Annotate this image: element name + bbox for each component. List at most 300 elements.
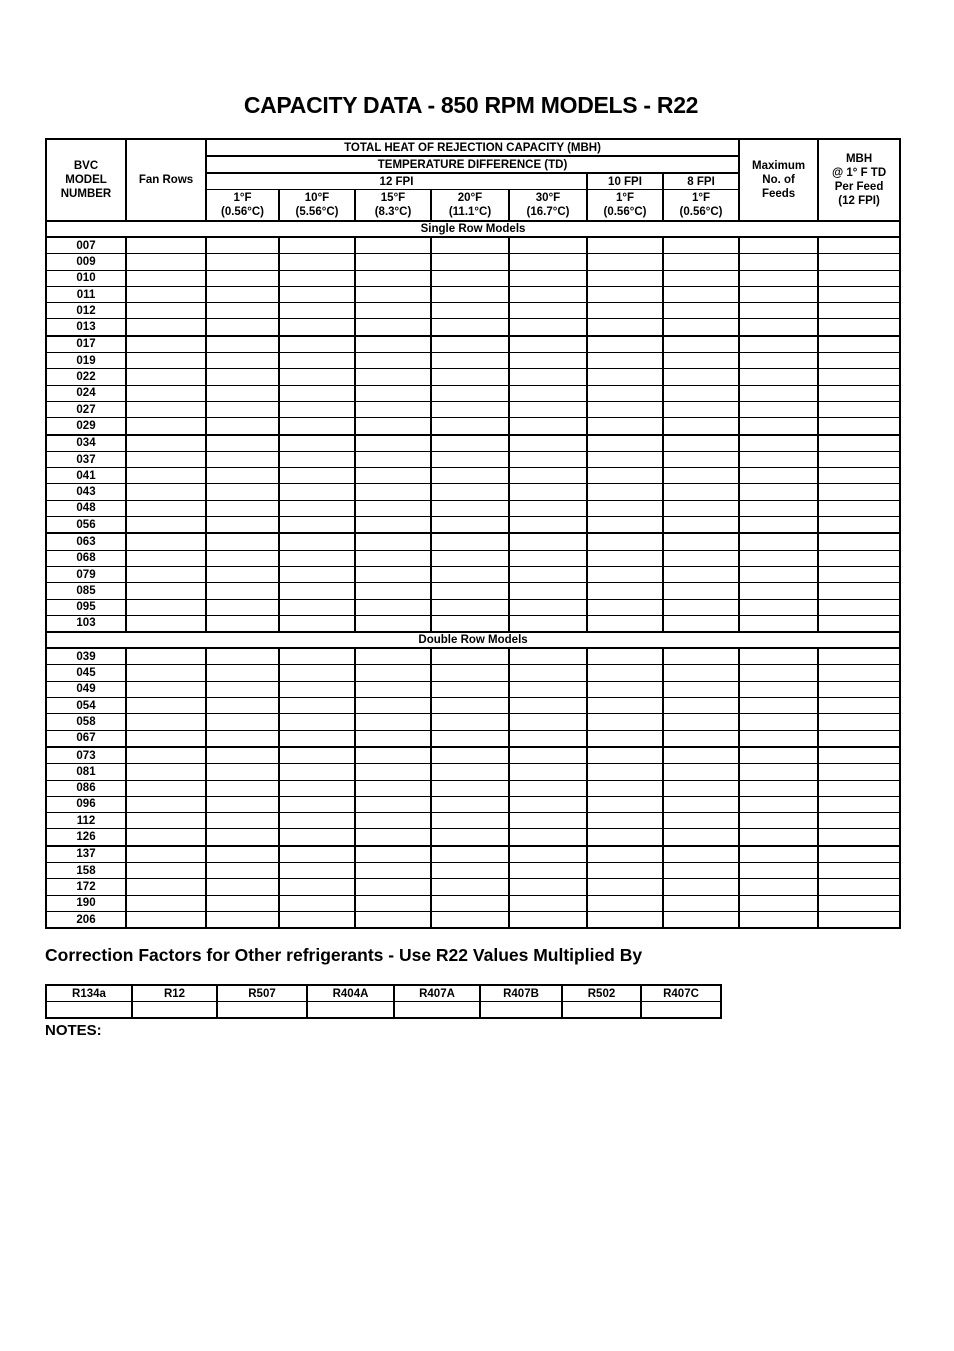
temp-header-5	[587, 190, 663, 222]
empty-cell	[663, 254, 739, 270]
notes-label: NOTES:	[45, 1022, 102, 1039]
empty-cell	[818, 500, 900, 516]
empty-cell	[818, 846, 900, 863]
empty-cell	[663, 401, 739, 417]
empty-cell	[818, 533, 900, 550]
empty-cell	[587, 796, 663, 812]
empty-cell	[431, 846, 509, 863]
empty-cell	[509, 730, 587, 747]
table-row	[46, 286, 900, 302]
empty-cell	[818, 829, 900, 846]
empty-cell	[739, 780, 818, 796]
empty-cell	[206, 846, 279, 863]
empty-cell	[509, 648, 587, 665]
empty-cell	[355, 237, 431, 254]
empty-cell	[279, 879, 355, 895]
empty-cell	[431, 237, 509, 254]
model-number: 103	[46, 615, 126, 632]
empty-cell	[587, 698, 663, 714]
empty-cell	[663, 353, 739, 369]
empty-cell	[279, 681, 355, 697]
empty-cell	[206, 254, 279, 270]
empty-cell	[206, 336, 279, 353]
empty-cell	[739, 714, 818, 730]
empty-cell	[509, 270, 587, 286]
empty-cell	[818, 401, 900, 417]
table-row	[46, 879, 900, 895]
empty-cell	[126, 484, 206, 500]
empty-cell	[206, 418, 279, 435]
empty-cell	[355, 517, 431, 534]
temp-c: (11.1°C)	[448, 206, 492, 218]
empty-cell	[279, 500, 355, 516]
empty-cell	[206, 353, 279, 369]
fpi8-header: 8 FPI	[663, 173, 739, 190]
model-number: 137	[46, 846, 126, 863]
empty-cell	[818, 385, 900, 401]
table-row	[46, 237, 900, 254]
empty-cell	[587, 714, 663, 730]
empty-cell	[126, 435, 206, 452]
empty-cell	[587, 451, 663, 467]
empty-cell	[587, 747, 663, 764]
empty-cell	[663, 319, 739, 336]
empty-cell	[739, 517, 818, 534]
empty-cell	[126, 353, 206, 369]
model-number: 073	[46, 747, 126, 764]
refrigerant-factor	[562, 1002, 641, 1019]
empty-cell	[587, 879, 663, 895]
empty-cell	[663, 550, 739, 566]
empty-cell	[279, 533, 355, 550]
empty-cell	[206, 385, 279, 401]
empty-cell	[126, 862, 206, 878]
empty-cell	[663, 730, 739, 747]
empty-cell	[509, 895, 587, 911]
empty-cell	[126, 681, 206, 697]
empty-cell	[126, 336, 206, 353]
empty-cell	[587, 468, 663, 484]
empty-cell	[509, 468, 587, 484]
model-number: 048	[46, 500, 126, 516]
empty-cell	[663, 698, 739, 714]
model-number: 085	[46, 583, 126, 599]
empty-cell	[587, 566, 663, 582]
mbh-line-2: @ 1° F TD	[831, 167, 887, 179]
model-number: 045	[46, 665, 126, 681]
empty-cell	[355, 747, 431, 764]
table-row	[46, 681, 900, 697]
empty-cell	[818, 796, 900, 812]
temp-c: (5.56°C)	[295, 206, 339, 218]
empty-cell	[739, 911, 818, 928]
model-number: 039	[46, 648, 126, 665]
empty-cell	[818, 714, 900, 730]
empty-cell	[355, 780, 431, 796]
empty-cell	[818, 369, 900, 385]
empty-cell	[431, 681, 509, 697]
temp-c: (0.56°C)	[679, 206, 723, 218]
refrigerant-factor	[394, 1002, 480, 1019]
refrigerant-header: R407B	[480, 985, 562, 1002]
empty-cell	[126, 270, 206, 286]
table-row	[46, 500, 900, 516]
empty-cell	[587, 599, 663, 615]
empty-cell	[126, 813, 206, 829]
empty-cell	[509, 862, 587, 878]
fpi12-header: 12 FPI	[206, 173, 587, 190]
empty-cell	[818, 517, 900, 534]
refrigerant-factor	[217, 1002, 307, 1019]
empty-cell	[663, 879, 739, 895]
empty-cell	[739, 698, 818, 714]
empty-cell	[509, 829, 587, 846]
empty-cell	[431, 484, 509, 500]
empty-cell	[509, 796, 587, 812]
empty-cell	[663, 451, 739, 467]
empty-cell	[818, 879, 900, 895]
temp-header-6	[663, 190, 739, 222]
empty-cell	[431, 319, 509, 336]
empty-cell	[587, 780, 663, 796]
empty-cell	[355, 566, 431, 582]
table-row	[46, 583, 900, 599]
empty-cell	[279, 862, 355, 878]
model-number: 013	[46, 319, 126, 336]
empty-cell	[739, 615, 818, 632]
empty-cell	[279, 270, 355, 286]
empty-cell	[818, 681, 900, 697]
empty-cell	[587, 681, 663, 697]
empty-cell	[206, 319, 279, 336]
empty-cell	[355, 451, 431, 467]
empty-cell	[818, 451, 900, 467]
empty-cell	[279, 484, 355, 500]
empty-cell	[739, 566, 818, 582]
empty-cell	[279, 517, 355, 534]
empty-cell	[279, 286, 355, 302]
empty-cell	[355, 730, 431, 747]
empty-cell	[739, 813, 818, 829]
empty-cell	[509, 566, 587, 582]
table-row	[46, 665, 900, 681]
empty-cell	[739, 550, 818, 566]
empty-cell	[739, 500, 818, 516]
empty-cell	[355, 698, 431, 714]
empty-cell	[279, 829, 355, 846]
table-row	[46, 484, 900, 500]
empty-cell	[355, 714, 431, 730]
empty-cell	[818, 730, 900, 747]
empty-cell	[663, 599, 739, 615]
empty-cell	[739, 747, 818, 764]
temp-f: 30°F	[535, 192, 561, 204]
empty-cell	[206, 879, 279, 895]
empty-cell	[431, 270, 509, 286]
empty-cell	[279, 698, 355, 714]
temp-f: 15°F	[380, 192, 406, 204]
table-row	[46, 698, 900, 714]
table-row	[46, 468, 900, 484]
empty-cell	[206, 270, 279, 286]
model-number: 010	[46, 270, 126, 286]
empty-cell	[818, 665, 900, 681]
table-row	[46, 829, 900, 846]
empty-cell	[431, 698, 509, 714]
empty-cell	[739, 418, 818, 435]
empty-cell	[355, 665, 431, 681]
empty-cell	[587, 336, 663, 353]
empty-cell	[818, 911, 900, 928]
empty-cell	[663, 648, 739, 665]
empty-cell	[126, 369, 206, 385]
empty-cell	[663, 796, 739, 812]
temp-header-2	[355, 190, 431, 222]
section-header: Double Row Models	[46, 632, 900, 648]
empty-cell	[206, 714, 279, 730]
model-number: 019	[46, 353, 126, 369]
empty-cell	[431, 665, 509, 681]
table-row	[46, 764, 900, 780]
empty-cell	[739, 336, 818, 353]
empty-cell	[739, 665, 818, 681]
empty-cell	[509, 237, 587, 254]
empty-cell	[739, 270, 818, 286]
empty-cell	[126, 451, 206, 467]
empty-cell	[279, 237, 355, 254]
table-row	[46, 254, 900, 270]
empty-cell	[355, 599, 431, 615]
table-row	[46, 517, 900, 534]
refrigerant-header: R507	[217, 985, 307, 1002]
empty-cell	[206, 911, 279, 928]
empty-cell	[206, 451, 279, 467]
table-row	[46, 319, 900, 336]
table-row	[46, 435, 900, 452]
table-row	[46, 418, 900, 435]
empty-cell	[509, 401, 587, 417]
empty-cell	[431, 336, 509, 353]
empty-cell	[818, 484, 900, 500]
empty-cell	[509, 451, 587, 467]
empty-cell	[355, 484, 431, 500]
empty-cell	[663, 533, 739, 550]
empty-cell	[509, 764, 587, 780]
empty-cell	[431, 615, 509, 632]
empty-cell	[126, 468, 206, 484]
model-number: 017	[46, 336, 126, 353]
empty-cell	[818, 418, 900, 435]
empty-cell	[355, 369, 431, 385]
empty-cell	[587, 418, 663, 435]
empty-cell	[355, 879, 431, 895]
empty-cell	[739, 879, 818, 895]
empty-cell	[206, 698, 279, 714]
empty-cell	[739, 583, 818, 599]
thr-header: TOTAL HEAT OF REJECTION CAPACITY (MBH)	[206, 139, 739, 156]
empty-cell	[663, 615, 739, 632]
fpi10-header: 10 FPI	[587, 173, 663, 190]
empty-cell	[663, 237, 739, 254]
empty-cell	[431, 862, 509, 878]
empty-cell	[126, 829, 206, 846]
empty-cell	[663, 895, 739, 911]
empty-cell	[126, 615, 206, 632]
mbh-line-4: (12 FPI)	[838, 195, 880, 207]
empty-cell	[126, 780, 206, 796]
empty-cell	[206, 895, 279, 911]
empty-cell	[355, 353, 431, 369]
temp-c: (16.7°C)	[526, 206, 570, 218]
empty-cell	[126, 698, 206, 714]
empty-cell	[355, 270, 431, 286]
model-number: 024	[46, 385, 126, 401]
empty-cell	[587, 862, 663, 878]
max-feeds-header	[739, 139, 818, 221]
model-number: 009	[46, 254, 126, 270]
model-number: 058	[46, 714, 126, 730]
empty-cell	[431, 780, 509, 796]
empty-cell	[206, 533, 279, 550]
empty-cell	[431, 747, 509, 764]
empty-cell	[587, 500, 663, 516]
empty-cell	[509, 550, 587, 566]
empty-cell	[663, 286, 739, 302]
empty-cell	[206, 730, 279, 747]
empty-cell	[431, 714, 509, 730]
empty-cell	[431, 730, 509, 747]
empty-cell	[739, 846, 818, 863]
model-number: 068	[46, 550, 126, 566]
empty-cell	[818, 566, 900, 582]
empty-cell	[279, 813, 355, 829]
empty-cell	[663, 714, 739, 730]
table-row	[46, 911, 900, 928]
empty-cell	[739, 468, 818, 484]
model-number: 037	[46, 451, 126, 467]
empty-cell	[818, 286, 900, 302]
empty-cell	[663, 336, 739, 353]
empty-cell	[126, 665, 206, 681]
empty-cell	[206, 435, 279, 452]
empty-cell	[206, 468, 279, 484]
empty-cell	[206, 484, 279, 500]
table-row	[46, 846, 900, 863]
empty-cell	[206, 583, 279, 599]
model-number: 095	[46, 599, 126, 615]
empty-cell	[355, 829, 431, 846]
empty-cell	[355, 533, 431, 550]
model-number: 112	[46, 813, 126, 829]
empty-cell	[739, 533, 818, 550]
empty-cell	[126, 730, 206, 747]
temp-header-3	[431, 190, 509, 222]
empty-cell	[279, 780, 355, 796]
empty-cell	[587, 911, 663, 928]
mbh-header	[818, 139, 900, 221]
table-row	[46, 862, 900, 878]
empty-cell	[206, 237, 279, 254]
empty-cell	[663, 780, 739, 796]
empty-cell	[818, 353, 900, 369]
empty-cell	[206, 829, 279, 846]
table-row	[46, 780, 900, 796]
empty-cell	[279, 254, 355, 270]
empty-cell	[587, 615, 663, 632]
empty-cell	[818, 648, 900, 665]
empty-cell	[509, 681, 587, 697]
empty-cell	[126, 550, 206, 566]
empty-cell	[509, 303, 587, 319]
table-row	[46, 336, 900, 353]
empty-cell	[509, 319, 587, 336]
temp-f: 1°F	[233, 192, 252, 204]
model-number: 067	[46, 730, 126, 747]
empty-cell	[279, 385, 355, 401]
empty-cell	[739, 829, 818, 846]
empty-cell	[431, 813, 509, 829]
model-number: 079	[46, 566, 126, 582]
empty-cell	[126, 418, 206, 435]
empty-cell	[818, 303, 900, 319]
empty-cell	[279, 714, 355, 730]
empty-cell	[509, 583, 587, 599]
empty-cell	[739, 303, 818, 319]
empty-cell	[355, 418, 431, 435]
correction-factors-title: Correction Factors for Other refrigerants - Use R22 Values Multiplied By	[45, 945, 643, 965]
empty-cell	[739, 895, 818, 911]
empty-cell	[587, 353, 663, 369]
empty-cell	[818, 813, 900, 829]
empty-cell	[587, 829, 663, 846]
empty-cell	[279, 353, 355, 369]
model-number-header	[46, 139, 126, 221]
empty-cell	[126, 846, 206, 863]
empty-cell	[587, 583, 663, 599]
table-row	[46, 451, 900, 467]
model-number: 041	[46, 468, 126, 484]
model-number: 029	[46, 418, 126, 435]
empty-cell	[509, 336, 587, 353]
model-number: 063	[46, 533, 126, 550]
empty-cell	[126, 254, 206, 270]
empty-cell	[431, 254, 509, 270]
empty-cell	[206, 401, 279, 417]
empty-cell	[206, 615, 279, 632]
empty-cell	[739, 435, 818, 452]
page-title: CAPACITY DATA - 850 RPM MODELS - R22	[243, 92, 699, 118]
empty-cell	[663, 764, 739, 780]
empty-cell	[587, 270, 663, 286]
max-feeds-line-2: No. of	[762, 174, 795, 186]
empty-cell	[739, 648, 818, 665]
empty-cell	[206, 517, 279, 534]
empty-cell	[206, 369, 279, 385]
empty-cell	[739, 286, 818, 302]
empty-cell	[818, 254, 900, 270]
mbh-line-3: Per Feed	[834, 181, 884, 193]
max-feeds-line-1: Maximum	[752, 160, 806, 172]
empty-cell	[739, 401, 818, 417]
empty-cell	[739, 385, 818, 401]
empty-cell	[126, 500, 206, 516]
empty-cell	[431, 599, 509, 615]
empty-cell	[818, 895, 900, 911]
empty-cell	[355, 550, 431, 566]
empty-cell	[431, 451, 509, 467]
temp-c: (0.56°C)	[603, 206, 647, 218]
empty-cell	[355, 813, 431, 829]
